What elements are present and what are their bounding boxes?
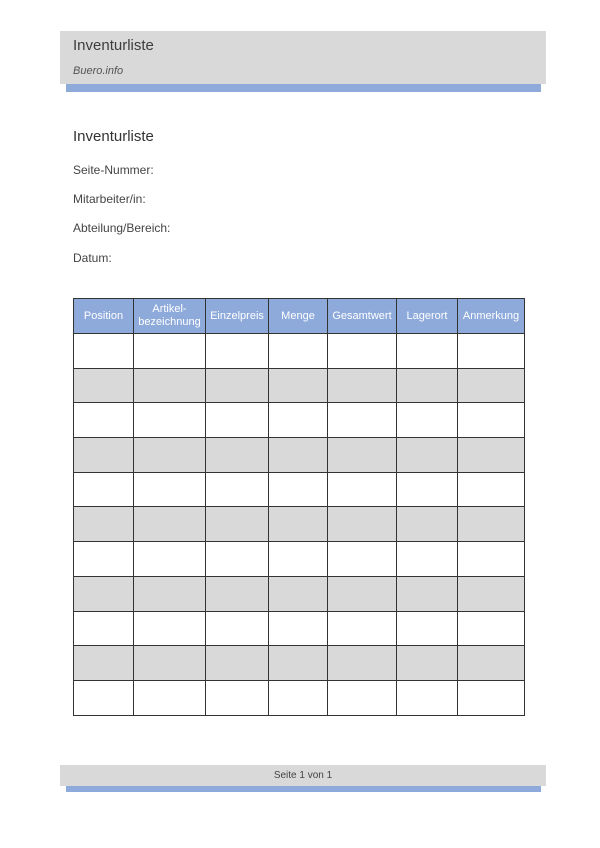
table-cell[interactable] <box>206 403 269 438</box>
table-cell[interactable] <box>134 646 206 681</box>
table-cell[interactable] <box>74 403 134 438</box>
table-row <box>74 403 525 438</box>
table-cell[interactable] <box>269 576 328 611</box>
table-cell[interactable] <box>134 438 206 473</box>
table-cell[interactable] <box>328 542 397 577</box>
table-cell[interactable] <box>269 646 328 681</box>
table-row <box>74 368 525 403</box>
column-header-remark: Anmerkung <box>458 299 525 334</box>
table-cell[interactable] <box>458 611 525 646</box>
table-cell[interactable] <box>269 542 328 577</box>
table-cell[interactable] <box>134 507 206 542</box>
field-department: Abteilung/Bereich: <box>73 221 171 235</box>
column-header-total-value: Gesamtwert <box>328 299 397 334</box>
table-cell[interactable] <box>206 680 269 715</box>
table-cell[interactable] <box>328 611 397 646</box>
table-cell[interactable] <box>134 680 206 715</box>
table-cell[interactable] <box>397 472 458 507</box>
table-cell[interactable] <box>328 646 397 681</box>
table-cell[interactable] <box>74 611 134 646</box>
table-cell[interactable] <box>269 334 328 369</box>
table-cell[interactable] <box>458 368 525 403</box>
table-cell[interactable] <box>458 542 525 577</box>
table-cell[interactable] <box>206 368 269 403</box>
inventory-table <box>73 298 525 716</box>
column-header-unit-price: Einzelpreis <box>206 299 269 334</box>
table-cell[interactable] <box>397 576 458 611</box>
header-accent-bar <box>66 84 541 92</box>
table-cell[interactable] <box>269 438 328 473</box>
table-cell[interactable] <box>269 368 328 403</box>
table-cell[interactable] <box>74 334 134 369</box>
table-cell[interactable] <box>206 507 269 542</box>
table-cell[interactable] <box>328 680 397 715</box>
table-cell[interactable] <box>458 576 525 611</box>
table-cell[interactable] <box>328 507 397 542</box>
table-cell[interactable] <box>74 542 134 577</box>
table-body <box>74 334 525 716</box>
table-cell[interactable] <box>397 611 458 646</box>
column-header-article: Artikel- bezeichnung <box>134 299 206 334</box>
column-header-location: Lagerort <box>397 299 458 334</box>
table-cell[interactable] <box>269 507 328 542</box>
table-cell[interactable] <box>74 576 134 611</box>
field-page-number: Seite-Nummer: <box>73 163 154 177</box>
document-title: Inventurliste <box>73 128 154 145</box>
table-cell[interactable] <box>397 368 458 403</box>
table-cell[interactable] <box>328 368 397 403</box>
table-cell[interactable] <box>397 438 458 473</box>
table-cell[interactable] <box>458 472 525 507</box>
table-row <box>74 472 525 507</box>
table-cell[interactable] <box>269 611 328 646</box>
table-cell[interactable] <box>206 542 269 577</box>
table-cell[interactable] <box>458 334 525 369</box>
column-header-position: Position <box>74 299 134 334</box>
table-cell[interactable] <box>134 542 206 577</box>
table-cell[interactable] <box>206 576 269 611</box>
table-row <box>74 646 525 681</box>
table-cell[interactable] <box>269 472 328 507</box>
table-cell[interactable] <box>328 576 397 611</box>
table-cell[interactable] <box>458 438 525 473</box>
table-cell[interactable] <box>134 368 206 403</box>
table-cell[interactable] <box>134 403 206 438</box>
table-cell[interactable] <box>458 680 525 715</box>
table-cell[interactable] <box>328 334 397 369</box>
table-row <box>74 680 525 715</box>
table-cell[interactable] <box>397 403 458 438</box>
table-cell[interactable] <box>206 334 269 369</box>
table-row <box>74 542 525 577</box>
table-cell[interactable] <box>134 472 206 507</box>
table-cell[interactable] <box>206 611 269 646</box>
table-cell[interactable] <box>74 507 134 542</box>
table-cell[interactable] <box>134 334 206 369</box>
header-subtitle: Buero.info <box>73 65 124 77</box>
table-cell[interactable] <box>269 403 328 438</box>
footer-accent-bar <box>66 786 541 792</box>
table-header-row <box>74 299 525 334</box>
header-band <box>60 31 546 84</box>
table-cell[interactable] <box>397 542 458 577</box>
table-cell[interactable] <box>397 507 458 542</box>
table-cell[interactable] <box>397 680 458 715</box>
table-cell[interactable] <box>328 403 397 438</box>
table-cell[interactable] <box>269 680 328 715</box>
table-cell[interactable] <box>206 472 269 507</box>
table-row <box>74 438 525 473</box>
table-cell[interactable] <box>74 368 134 403</box>
table-cell[interactable] <box>397 646 458 681</box>
table-row <box>74 507 525 542</box>
table-cell[interactable] <box>206 438 269 473</box>
table-cell[interactable] <box>328 472 397 507</box>
table-cell[interactable] <box>74 680 134 715</box>
header-title: Inventurliste <box>73 37 154 54</box>
table-cell[interactable] <box>458 507 525 542</box>
table-row <box>74 576 525 611</box>
table-cell[interactable] <box>206 646 269 681</box>
table-cell[interactable] <box>74 438 134 473</box>
table-cell[interactable] <box>458 646 525 681</box>
table-cell[interactable] <box>397 334 458 369</box>
page-number-label: Seite 1 von 1 <box>273 770 333 781</box>
footer-band <box>60 765 546 786</box>
table-cell[interactable] <box>328 438 397 473</box>
field-employee: Mitarbeiter/in: <box>73 192 146 206</box>
table-cell[interactable] <box>134 576 206 611</box>
table-cell[interactable] <box>134 611 206 646</box>
table-row <box>74 334 525 369</box>
table-cell[interactable] <box>74 646 134 681</box>
column-header-quantity: Menge <box>269 299 328 334</box>
table-row <box>74 611 525 646</box>
field-date: Datum: <box>73 251 112 265</box>
table-cell[interactable] <box>458 403 525 438</box>
table-cell[interactable] <box>74 472 134 507</box>
